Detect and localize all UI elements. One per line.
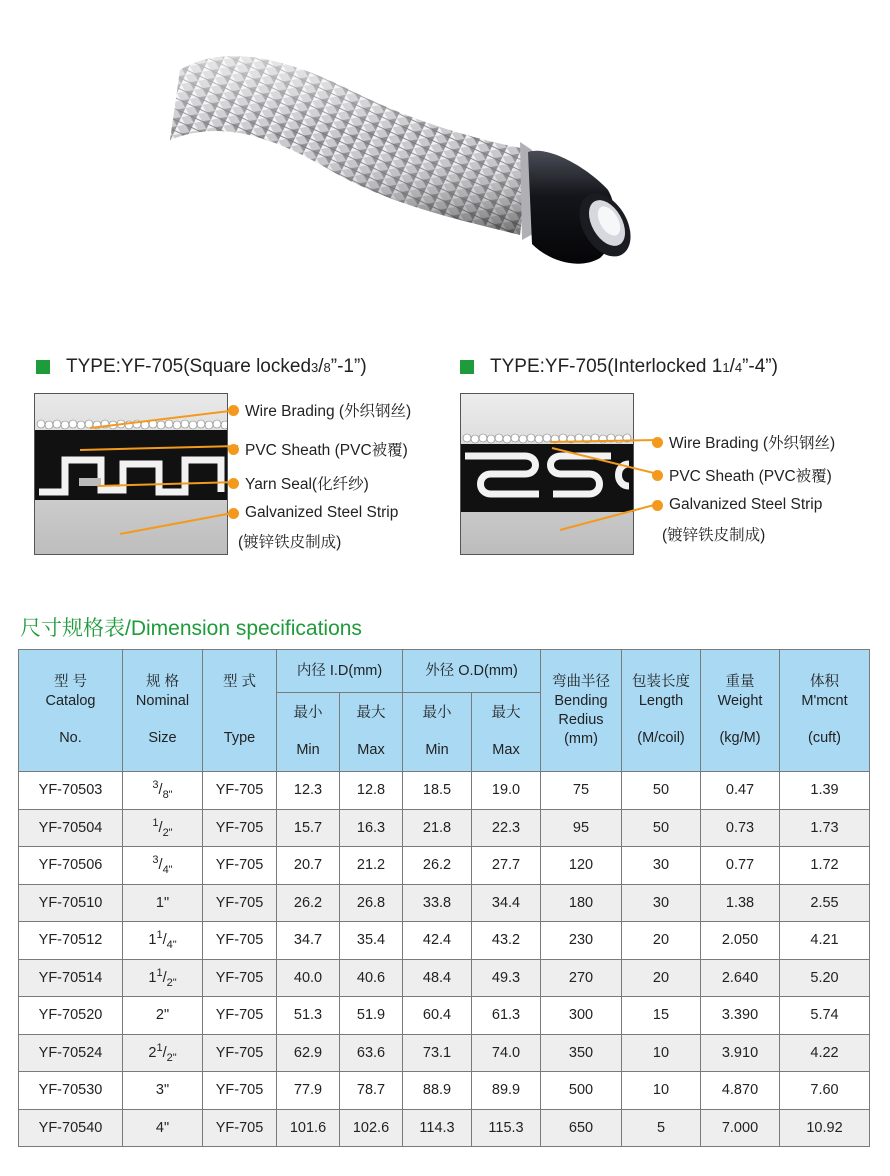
cell-length: 20	[622, 922, 701, 960]
table-row	[19, 847, 870, 885]
cell-type: YF-705	[203, 809, 277, 847]
cell-od-min: 73.1	[403, 1034, 472, 1072]
cell-nominal-size: $1^1/_{2"}$	[123, 959, 203, 997]
cell-id-min: 101.6	[277, 1109, 340, 1147]
cell-bend: 230	[541, 922, 622, 960]
cell-od-max: 115.3	[472, 1109, 541, 1147]
cell-id-max: 21.2	[340, 847, 403, 885]
table-row	[19, 997, 870, 1035]
cell-length: 15	[622, 997, 701, 1035]
header-catalog: 型 号 Catalog No.	[19, 650, 123, 772]
green-bullet-icon	[36, 360, 50, 374]
cell-weight: 4.870	[701, 1072, 780, 1110]
cell-nominal-size: 2"	[123, 997, 203, 1035]
cell-id-min: 34.7	[277, 922, 340, 960]
cell-od-max: 61.3	[472, 997, 541, 1035]
cell-nominal-size: 1"	[123, 884, 203, 922]
table-row	[19, 772, 870, 810]
header-bending-radius: 弯曲半径 Bending Redius (mm)	[541, 650, 622, 772]
cell-weight: 0.47	[701, 772, 780, 810]
cell-volume: 5.74	[780, 997, 870, 1035]
type-heading-text: TYPE:YF-705(Square locked	[66, 356, 312, 377]
cell-catalog: YF-70503	[19, 772, 123, 810]
cell-nominal-size: $2^1/_{2"}$	[123, 1034, 203, 1072]
cell-type: YF-705	[203, 772, 277, 810]
cell-id-min: 62.9	[277, 1034, 340, 1072]
cell-nominal-size: $1^1/_{4"}$	[123, 922, 203, 960]
cell-od-max: 74.0	[472, 1034, 541, 1072]
cell-od-min: 18.5	[403, 772, 472, 810]
cell-nominal-size: 3"	[123, 1072, 203, 1110]
cell-catalog: YF-70514	[19, 959, 123, 997]
cell-id-min: 51.3	[277, 997, 340, 1035]
cell-length: 10	[622, 1072, 701, 1110]
cell-weight: 3.910	[701, 1034, 780, 1072]
cell-catalog: YF-70520	[19, 997, 123, 1035]
cell-type: YF-705	[203, 959, 277, 997]
cell-catalog: YF-70524	[19, 1034, 123, 1072]
cell-od-max: 22.3	[472, 809, 541, 847]
cell-length: 5	[622, 1109, 701, 1147]
cell-id-min: 77.9	[277, 1072, 340, 1110]
cell-catalog: YF-70530	[19, 1072, 123, 1110]
header-weight: 重量 Weight (kg/M)	[701, 650, 780, 772]
orange-dot-icon	[652, 470, 663, 481]
header-outer-diameter: 外径 O.D(mm)	[403, 650, 541, 693]
cell-bend: 120	[541, 847, 622, 885]
cell-id-max: 16.3	[340, 809, 403, 847]
header-type: 型 式 Type	[203, 650, 277, 772]
cell-bend: 500	[541, 1072, 622, 1110]
cell-nominal-size: $^3/_{4"}$	[123, 847, 203, 885]
cell-length: 10	[622, 1034, 701, 1072]
cell-volume: 2.55	[780, 884, 870, 922]
cell-catalog: YF-70506	[19, 847, 123, 885]
cell-od-min: 88.9	[403, 1072, 472, 1110]
orange-dot-icon	[228, 508, 239, 519]
cell-catalog: YF-70510	[19, 884, 123, 922]
cell-volume: 4.22	[780, 1034, 870, 1072]
left-callout-strip: Galvanized Steel Strip	[228, 504, 398, 522]
cell-nominal-size: $^3/_{8"}$	[123, 772, 203, 810]
cell-od-min: 60.4	[403, 997, 472, 1035]
cell-type: YF-705	[203, 1109, 277, 1147]
type-heading-square-locked: TYPE:YF-705(Square locked 3 / 8 ”-1”)	[36, 356, 367, 378]
green-bullet-icon	[460, 360, 474, 374]
left-callout-strip-cn: (镀锌铁皮制成)	[238, 534, 342, 551]
header-nominal: 规 格 Nominal Size	[123, 650, 203, 772]
cell-volume: 5.20	[780, 959, 870, 997]
orange-dot-icon	[228, 405, 239, 416]
cell-id-max: 63.6	[340, 1034, 403, 1072]
cell-weight: 0.77	[701, 847, 780, 885]
cell-volume: 1.72	[780, 847, 870, 885]
cell-length: 30	[622, 847, 701, 885]
header-length: 包装长度 Length (M/coil)	[622, 650, 701, 772]
type-heading-text: TYPE:YF-705(Interlocked 1	[490, 356, 723, 377]
table-row	[19, 1109, 870, 1147]
cell-id-max: 35.4	[340, 922, 403, 960]
cell-weight: 2.050	[701, 922, 780, 960]
orange-dot-icon	[652, 500, 663, 511]
cell-catalog: YF-70512	[19, 922, 123, 960]
cell-od-min: 42.4	[403, 922, 472, 960]
cell-weight: 7.000	[701, 1109, 780, 1147]
header-od-max: 最大 Max	[472, 693, 541, 772]
cell-id-min: 20.7	[277, 847, 340, 885]
cell-length: 30	[622, 884, 701, 922]
cell-id-max: 51.9	[340, 997, 403, 1035]
cell-bend: 350	[541, 1034, 622, 1072]
cell-bend: 650	[541, 1109, 622, 1147]
cell-od-max: 19.0	[472, 772, 541, 810]
cell-type: YF-705	[203, 884, 277, 922]
cell-od-min: 26.2	[403, 847, 472, 885]
cell-id-min: 26.2	[277, 884, 340, 922]
cell-id-min: 40.0	[277, 959, 340, 997]
cell-type: YF-705	[203, 847, 277, 885]
cell-nominal-size: $^1/_{2"}$	[123, 809, 203, 847]
cell-od-max: 89.9	[472, 1072, 541, 1110]
cell-od-min: 48.4	[403, 959, 472, 997]
cell-volume: 4.21	[780, 922, 870, 960]
cell-volume: 1.39	[780, 772, 870, 810]
table-row	[19, 1034, 870, 1072]
dimension-spec-title: 尺寸规格表/Dimension specifications	[20, 617, 362, 640]
cell-id-max: 26.8	[340, 884, 403, 922]
dimension-spec-table	[18, 649, 870, 1147]
right-callout-pvc: PVC Sheath (PVC被覆)	[652, 464, 832, 486]
cell-volume: 1.73	[780, 809, 870, 847]
left-callout-wire: Wire Brading (外织钢丝)	[228, 399, 411, 421]
braided-hose-image	[160, 30, 650, 300]
table-row	[19, 809, 870, 847]
cell-od-max: 34.4	[472, 884, 541, 922]
cell-bend: 95	[541, 809, 622, 847]
header-volume: 体积 M'mcnt (cuft)	[780, 650, 870, 772]
cell-id-max: 12.8	[340, 772, 403, 810]
cell-od-min: 21.8	[403, 809, 472, 847]
table-row	[19, 922, 870, 960]
cell-bend: 180	[541, 884, 622, 922]
cell-weight: 1.38	[701, 884, 780, 922]
cell-bend: 300	[541, 997, 622, 1035]
cell-bend: 75	[541, 772, 622, 810]
cell-od-max: 43.2	[472, 922, 541, 960]
left-callout-pvc: PVC Sheath (PVC被覆)	[228, 438, 408, 460]
cell-od-max: 49.3	[472, 959, 541, 997]
left-callout-yarn: Yarn Seal(化纤纱)	[228, 472, 369, 494]
cell-type: YF-705	[203, 1034, 277, 1072]
right-callout-wire: Wire Brading (外织钢丝)	[652, 431, 835, 453]
cell-od-min: 114.3	[403, 1109, 472, 1147]
cell-bend: 270	[541, 959, 622, 997]
cell-nominal-size: 4"	[123, 1109, 203, 1147]
cell-catalog: YF-70504	[19, 809, 123, 847]
cell-weight: 3.390	[701, 997, 780, 1035]
header-id-min: 最小 Min	[277, 693, 340, 772]
right-callout-lines	[540, 420, 660, 540]
cell-volume: 10.92	[780, 1109, 870, 1147]
table-row	[19, 959, 870, 997]
cell-weight: 0.73	[701, 809, 780, 847]
type-heading-interlocked: TYPE:YF-705(Interlocked 1 1 / 4 ”-4”)	[460, 356, 778, 378]
header-od-min: 最小 Min	[403, 693, 472, 772]
table-row	[19, 1072, 870, 1110]
cell-type: YF-705	[203, 997, 277, 1035]
cell-length: 50	[622, 809, 701, 847]
cell-weight: 2.640	[701, 959, 780, 997]
header-inner-diameter: 内径 I.D(mm)	[277, 650, 403, 693]
orange-dot-icon	[652, 437, 663, 448]
right-callout-strip: Galvanized Steel Strip	[652, 496, 822, 514]
cell-id-min: 15.7	[277, 809, 340, 847]
cell-length: 20	[622, 959, 701, 997]
orange-dot-icon	[228, 478, 239, 489]
orange-dot-icon	[228, 444, 239, 455]
table-row	[19, 884, 870, 922]
cell-catalog: YF-70540	[19, 1109, 123, 1147]
cell-type: YF-705	[203, 922, 277, 960]
cell-type: YF-705	[203, 1072, 277, 1110]
left-callout-lines	[60, 400, 240, 550]
cell-id-max: 40.6	[340, 959, 403, 997]
cell-id-max: 78.7	[340, 1072, 403, 1110]
cell-id-min: 12.3	[277, 772, 340, 810]
cell-length: 50	[622, 772, 701, 810]
cell-od-max: 27.7	[472, 847, 541, 885]
cell-id-max: 102.6	[340, 1109, 403, 1147]
cell-volume: 7.60	[780, 1072, 870, 1110]
header-id-max: 最大 Max	[340, 693, 403, 772]
cell-od-min: 33.8	[403, 884, 472, 922]
right-callout-strip-cn: (镀锌铁皮制成)	[662, 527, 766, 544]
